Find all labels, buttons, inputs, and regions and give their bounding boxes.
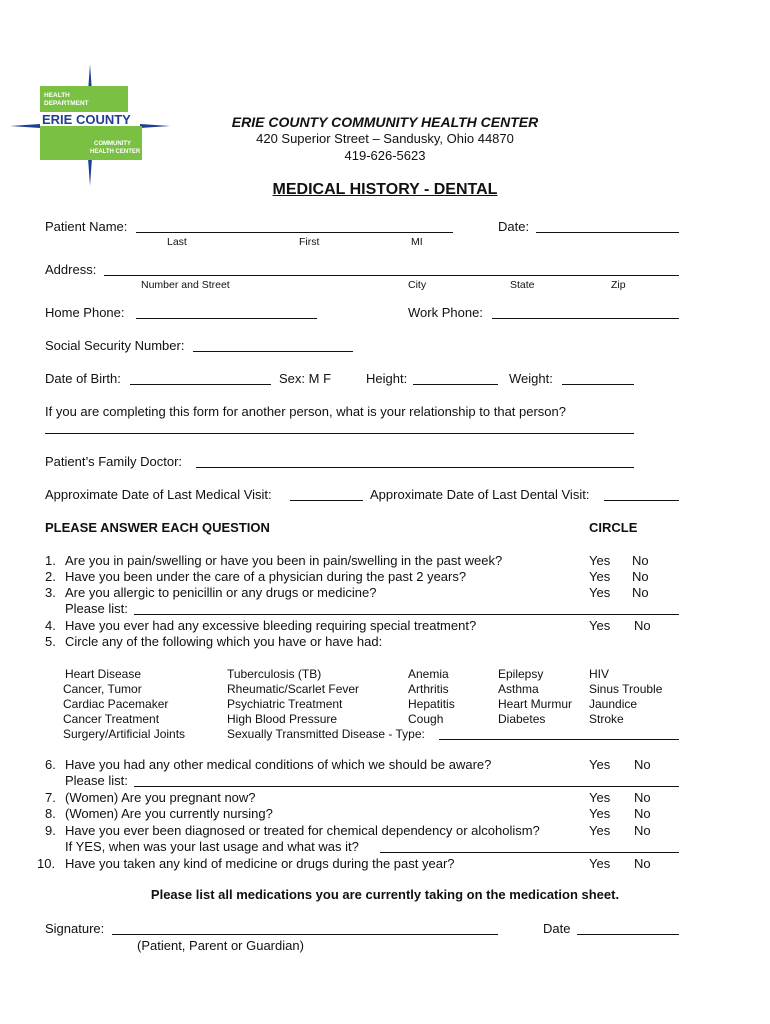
dob-field[interactable]: [130, 384, 271, 385]
last-medical-label: Approximate Date of Last Medical Visit:: [45, 487, 272, 502]
org-phone: 419-626-5623: [344, 148, 426, 163]
q1-yes[interactable]: Yes: [589, 553, 611, 568]
question-10: Have you taken any kind of medicine or drugs during the past year?: [65, 856, 455, 871]
signature-field[interactable]: [112, 934, 498, 935]
cond-cancer-tumor[interactable]: Cancer, Tumor: [63, 682, 142, 696]
q3-no[interactable]: No: [632, 585, 649, 600]
q6-no[interactable]: No: [634, 757, 651, 772]
question-4-num: 4.: [45, 618, 56, 633]
question-9: Have you ever been diagnosed or treated for chemical dependency or alcoholism?: [65, 823, 540, 838]
cond-high-blood-pressure[interactable]: High Blood Pressure: [227, 712, 338, 726]
ssn-label: Social Security Number:: [45, 338, 185, 353]
patient-name-label: Patient Name:: [45, 219, 128, 234]
date-label: Date:: [498, 219, 530, 234]
cond-hiv[interactable]: HIV: [589, 667, 610, 681]
medication-note: Please list all medications you are currently taking on the medication sheet.: [150, 887, 620, 902]
cond-anemia[interactable]: Anemia: [408, 667, 449, 681]
q3-please-list-label: Please list:: [65, 601, 128, 616]
cond-psychiatric[interactable]: Psychiatric Treatment: [227, 697, 343, 711]
signature-date-field[interactable]: [577, 934, 679, 935]
q2-yes[interactable]: Yes: [589, 569, 611, 584]
page-title: MEDICAL HISTORY - DENTAL: [272, 181, 498, 198]
q3-please-list-field[interactable]: [134, 614, 679, 615]
height-label: Height:: [366, 371, 408, 386]
sub-mi: MI: [411, 236, 423, 248]
cond-epilepsy[interactable]: Epilepsy: [498, 667, 544, 681]
q9-no[interactable]: No: [634, 823, 651, 838]
question-1: Are you in pain/swelling or have you been in pain/swelling in the past week?: [65, 553, 503, 568]
logo-health-center: HEALTH CENTER: [90, 149, 141, 155]
cond-diabetes[interactable]: Diabetes: [498, 712, 546, 726]
q9-yes[interactable]: Yes: [589, 823, 611, 838]
org-name: ERIE COUNTY COMMUNITY HEALTH CENTER: [231, 114, 539, 130]
question-2-num: 2.: [45, 569, 56, 584]
last-medical-field[interactable]: [290, 500, 363, 501]
question-10-num: 10.: [37, 856, 56, 871]
q3-yes[interactable]: Yes: [589, 585, 611, 600]
last-dental-label: Approximate Date of Last Dental Visit:: [370, 487, 590, 502]
date-field[interactable]: [536, 232, 679, 233]
patient-name-field[interactable]: [136, 232, 453, 233]
cond-cardiac-pacemaker[interactable]: Cardiac Pacemaker: [63, 697, 169, 711]
work-phone-field[interactable]: [492, 318, 679, 319]
sub-street: Number and Street: [141, 279, 230, 291]
weight-label: Weight:: [509, 371, 553, 386]
q9-if-yes-field[interactable]: [380, 852, 679, 853]
question-7-num: 7.: [45, 790, 56, 805]
q8-yes[interactable]: Yes: [589, 806, 611, 821]
logo-department: DEPARTMENT: [44, 100, 89, 107]
relationship-label: If you are completing this form for another person, what is your relationship to that person?: [45, 404, 566, 419]
sub-last: Last: [167, 236, 187, 248]
cond-surgery-joints[interactable]: Surgery/Artificial Joints: [63, 727, 186, 741]
question-5-num: 5.: [45, 634, 56, 649]
q6-please-list-field[interactable]: [134, 786, 679, 787]
question-8: (Women) Are you currently nursing?: [65, 806, 273, 821]
ssn-field[interactable]: [193, 351, 353, 352]
logo-health: HEALTH: [44, 92, 70, 99]
address-field[interactable]: [104, 275, 679, 276]
last-dental-field[interactable]: [604, 500, 679, 501]
cond-cancer-treatment[interactable]: Cancer Treatment: [63, 712, 160, 726]
cond-heart-disease[interactable]: Heart Disease: [65, 667, 142, 681]
cond-sinus-trouble[interactable]: Sinus Trouble: [589, 682, 663, 696]
questions-header: PLEASE ANSWER EACH QUESTION: [45, 520, 270, 535]
org-address: 420 Superior Street – Sandusky, Ohio 44870: [256, 131, 514, 146]
family-doctor-label: Patient’s Family Doctor:: [45, 454, 183, 469]
std-type-field[interactable]: [439, 739, 679, 740]
signature-date-label: Date: [543, 921, 571, 936]
cond-rheumatic[interactable]: Rheumatic/Scarlet Fever: [227, 682, 360, 696]
home-phone-field[interactable]: [136, 318, 317, 319]
circle-header: CIRCLE: [589, 520, 638, 535]
signature-sub: (Patient, Parent or Guardian): [137, 938, 304, 953]
question-3: Are you allergic to penicillin or any drugs or medicine?: [65, 585, 377, 600]
question-6: Have you had any other medical conditions of which we should be aware?: [65, 757, 492, 772]
cond-cough[interactable]: Cough: [408, 712, 444, 726]
q9-if-yes-label: If YES, when was your last usage and what was it?: [65, 839, 359, 854]
question-6-num: 6.: [45, 757, 56, 772]
q8-no[interactable]: No: [634, 806, 651, 821]
sub-zip: Zip: [611, 279, 626, 291]
question-7: (Women) Are you pregnant now?: [65, 790, 256, 805]
height-field[interactable]: [413, 384, 498, 385]
sub-first: First: [299, 236, 320, 248]
question-1-num: 1.: [45, 553, 56, 568]
relationship-field[interactable]: [45, 433, 634, 434]
cond-stroke[interactable]: Stroke: [589, 712, 624, 726]
cond-arthritis[interactable]: Arthritis: [408, 682, 449, 696]
q2-no[interactable]: No: [632, 569, 649, 584]
sub-state: State: [510, 279, 535, 291]
cond-hepatitis[interactable]: Hepatitis: [408, 697, 455, 711]
cond-heart-murmur[interactable]: Heart Murmur: [498, 697, 573, 711]
q7-yes[interactable]: Yes: [589, 790, 611, 805]
question-5: Circle any of the following which you have or have had:: [65, 634, 383, 649]
q6-please-list-label: Please list:: [65, 773, 128, 788]
dob-label: Date of Birth:: [45, 371, 121, 386]
q7-no[interactable]: No: [634, 790, 651, 805]
cond-jaundice[interactable]: Jaundice: [589, 697, 638, 711]
cond-std[interactable]: Sexually Transmitted Disease - Type:: [227, 727, 425, 741]
question-4: Have you ever had any excessive bleeding requiring special treatment?: [65, 618, 477, 633]
q6-yes[interactable]: Yes: [589, 757, 611, 772]
address-label: Address:: [45, 262, 97, 277]
sex-label[interactable]: Sex: M F: [279, 371, 332, 386]
family-doctor-field[interactable]: [196, 467, 634, 468]
logo-community: COMMUNITY: [94, 141, 131, 147]
q4-yes[interactable]: Yes: [589, 618, 611, 633]
q10-yes[interactable]: Yes: [589, 856, 611, 871]
question-9-num: 9.: [45, 823, 56, 838]
q4-no[interactable]: No: [634, 618, 651, 633]
cond-tuberculosis[interactable]: Tuberculosis (TB): [227, 667, 322, 681]
sub-city: City: [408, 279, 427, 291]
q10-no[interactable]: No: [634, 856, 651, 871]
signature-label: Signature:: [45, 921, 105, 936]
question-3-num: 3.: [45, 585, 56, 600]
weight-field[interactable]: [562, 384, 634, 385]
work-phone-label: Work Phone:: [408, 305, 483, 320]
cond-asthma[interactable]: Asthma: [498, 682, 539, 696]
question-8-num: 8.: [45, 806, 56, 821]
q1-no[interactable]: No: [632, 553, 649, 568]
home-phone-label: Home Phone:: [45, 305, 125, 320]
question-2: Have you been under the care of a physician during the past 2 years?: [65, 569, 467, 584]
logo-erie-county: ERIE COUNTY: [42, 112, 131, 127]
